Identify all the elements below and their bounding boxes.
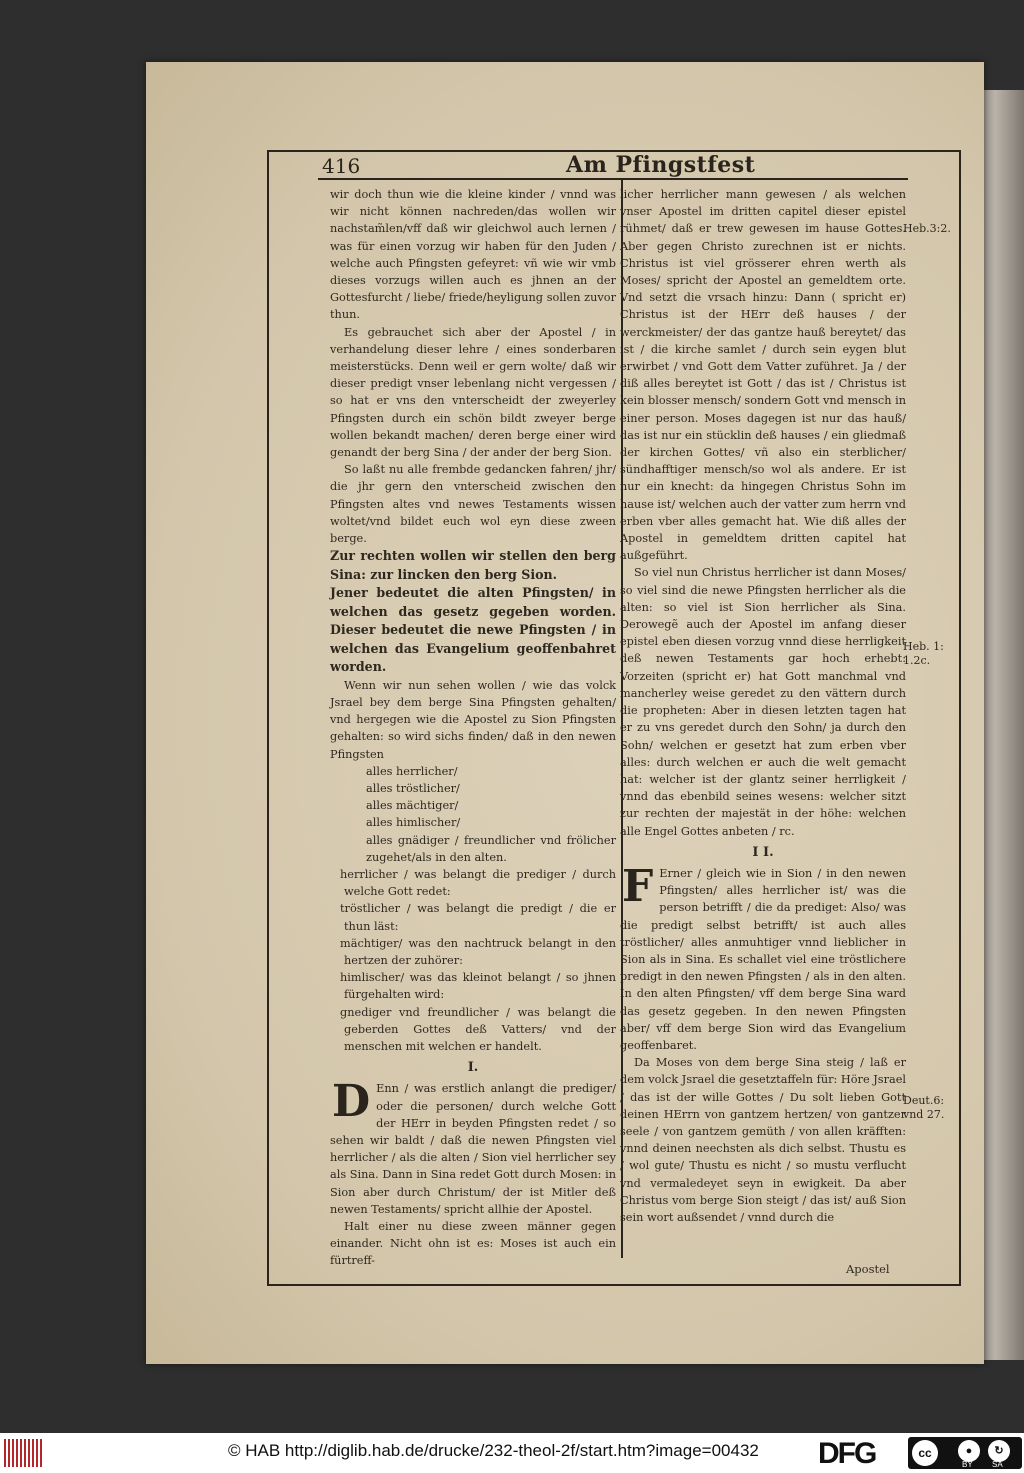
paragraph xyxy=(330,324,616,462)
dfg-logo: DFG xyxy=(818,1437,876,1470)
paragraph-text: wir doch thun wie die kleine kinder / vnnd was wir nicht können nachreden/das wollen wir nachstam̃len/vff daß wir gleichwol auch lernen / was für einen vorzug wir haben für den Juden / welche auch Pfingsten gefeyret: vñ wie wir vmb dieses vorzugs willen auch es jhnen an der Gottesfurcht / liebe/ friede/heyligung sollen zuvor thun. xyxy=(330,188,616,322)
paragraph-text: licher herrlicher mann gewesen / als welchen vnser Apostel im dritten capitel dieser epistel rühmet/ daß er trew gewesen im hause Gottes. Aber gegen Christo zurechnen ist er nichts. Christus ist viel grösserer ehren werth als Moses/ spricht der Apostel an gemeldtem orte. Vnd setzt die vrsach hinzu: Dann ( spricht er) Christus ist der HErr deß hauses / der werckmeister/ der das gantze hauß bereytet/ das ist / die kirche samlet / durch sein eygen blut erwirbet / vnd Gott dem Vatter zuführet. Ja / der diß alles bereytet ist Gott / das ist / Christus ist kein blosser mensch/ sondern Gott vnd mensch in einer person. Moses dagegen ist nur das hauß/ das ist nur ein stücklin deß hauses / ein gliedmaß der kirchen Gottes/ vñ also ein sterblicher/ sündhafftiger mensch/so wol als andere. Er ist nur ein knecht: da hingegen Christus Sohn im hause ist/ welchen auch der vatter zum herrn vnd erben vber alles gemacht hat. Wie diß alles der Apostel in gemeldtem dritten capitel hat außgeführt. xyxy=(620,188,906,563)
drop-cap: D xyxy=(332,1076,371,1128)
paragraph-text: So laßt nu alle frembde gedancken fahren/ jhr/ die jhr gern den vnterscheid zwischen den Pfingsten altes vnd newes Testaments wissen woltet/vnd bildet euch wol eyn diese zween berge. xyxy=(330,463,616,546)
paragraph-text: Halt einer nu diese zween männer gegen einander. Nicht ohn ist es: Moses ist auch ein fürtreff- xyxy=(330,1220,616,1268)
by-label: BY xyxy=(962,1460,973,1469)
paragraph xyxy=(330,969,616,1003)
paragraph xyxy=(330,1076,616,1218)
paragraph xyxy=(330,814,616,831)
paragraph-text: Da Moses von dem berge Sina steig / laß er dem volck Jsrael die gesetztaffeln für: Höre Jsrael / das ist der wille Gottes / Du solt lieben Gott deinen HErrn von gantzem hertzen/ von gantzer seele / von gantzem gemüth / von allen kräfften: vnnd deinen neechsten als dich selbst. Thustu es / wol gute/ Thustu es nicht / so mustu verflucht vnd vermaledeyet seyn in ewigkeit. Da aber Christus vom berge Sion steigt / das ist/ auß Sion sein wort außsendet / vnnd durch die xyxy=(620,1056,906,1224)
cc-license-badge[interactable] xyxy=(908,1437,1022,1469)
left-column xyxy=(330,186,616,1270)
margin-note: Heb.3:2. xyxy=(903,222,951,235)
paragraph-text: Es gebrauchet sich aber der Apostel / in verhandelung dieser lehre / eines sonderbaren meisterstücks. Denn weil er gern wolte/ daß wir dieser predigt vnser lebenlang nicht vergessen / so hat er vns den vnterscheidt der zweyerley Pfingsten durch ein schön bildt zweyer berge wollen bekandt machen/ deren berge einer wird genandt der berg Sina / der ander der berg Sion. xyxy=(330,325,616,460)
paragraph-text: alles gnädiger / freundlicher vnd frölicher zugehet/als in den alten. xyxy=(366,833,616,864)
paragraph xyxy=(620,186,906,564)
cc-icon: cc xyxy=(912,1440,938,1466)
catchword: Apostel xyxy=(846,1262,890,1276)
paragraph xyxy=(330,1218,616,1270)
paragraph xyxy=(330,584,616,677)
paragraph-text: Zur rechten wollen wir stellen den berg Sina: zur lincken den berg Sion. xyxy=(330,548,616,582)
paragraph-text: alles herrlicher/ xyxy=(366,764,458,778)
paragraph-text: Jener bedeutet die alten Pfingsten/ in welchen das gesetz gegeben worden. Dieser bedeutet die newe Pfingsten / in welchen das Evangelium geoffenbahret worden. xyxy=(330,585,616,675)
paragraph-text: herrlicher / was belangt die prediger / durch welche Gott redet: xyxy=(340,868,616,899)
paragraph xyxy=(620,564,906,839)
paragraph xyxy=(330,547,616,584)
hab-logo-icon xyxy=(4,1439,42,1467)
paragraph xyxy=(330,900,616,934)
attribution-link[interactable]: © HAB http://diglib.hab.de/drucke/232-theol-2f/start.htm?image=00432 xyxy=(228,1441,759,1460)
paragraph xyxy=(330,797,616,814)
paragraph-text: I. xyxy=(467,1060,479,1076)
margin-note: Heb. 1: 1.2c. xyxy=(903,640,944,667)
paragraph-text: So viel nun Christus herrlicher ist dann Moses/ so viel sind die newe Pfingsten herrlicher als die alten: so viel ist Sion herrlicher als Sina. Derowegẽ auch der Apostel im anfang dieser epistel eben diesen vorzug vnnd diese herrligkeit deß newen Testaments gar hoch erhebt: Vorzeiten (spricht er) hat Gott manchmal vnd mancherley weise geredet zu den vättern durch die propheten: Aber in diesen letzten tagen hat er zu vns geredet durch den Sohn/ ja durch den Sohn/ welchen er gesetzt hat zum erben vber alles: durch welchen er auch die welt gemacht hat: welcher ist der glantz seiner herrligkeit / vnnd das ebenbild seines wesens: welcher sitzt zur rechten der majestät in der höhe: welchen alle Engel Gottes anbeten / rc. xyxy=(620,566,906,838)
paragraph xyxy=(330,186,616,324)
running-title: Am Pfingstfest xyxy=(566,152,756,178)
paragraph-text: himlischer/ was das kleinot belangt / so jhnen fürgehalten wird: xyxy=(340,971,616,1002)
viewer-footer xyxy=(0,1433,1024,1473)
paragraph xyxy=(330,832,616,866)
paragraph xyxy=(620,860,906,1054)
right-column xyxy=(620,186,906,1226)
paragraph-text: mächtiger/ was den nachtruck belangt in den hertzen der zuhörer: xyxy=(340,936,616,968)
paragraph xyxy=(330,866,616,900)
paragraph xyxy=(330,780,616,797)
paragraph-text: alles tröstlicher/ xyxy=(366,781,460,795)
paragraph-text: Enn / was erstlich anlangt die prediger/ oder die personen/ durch welche Gott der HErr in beyden Pfingsten redet / so sehen wir baldt / daß die newen Pfingsten viel herrlicher / als die alten / Sion viel herrlicher sey als Sina. Dann in Sina redet Gott durch Mosen: in Sion aber durch Christum/ der ist Mitler deß newen Testaments/ spricht allhie der Apostel. xyxy=(330,1082,616,1216)
drop-cap: F xyxy=(622,860,654,912)
page-header xyxy=(318,152,908,180)
paragraph xyxy=(330,935,616,969)
by-icon: ● xyxy=(958,1440,980,1462)
paragraph xyxy=(330,677,616,763)
paragraph xyxy=(330,1004,616,1056)
paragraph-text: gnediger vnd freundlicher / was belangt die geberden Gottes deß Vatters/ vnd der menschen mit welchen er handelt. xyxy=(340,1005,616,1054)
paragraph-text: Wenn wir nun sehen wollen / wie das volck Jsrael bey dem berge Sina Pfingsten gehalten/ vnd hergegen wie die Apostel zu Sion Pfingsten gehalten: so wird sichs finden/ daß in den newen Pfingsten xyxy=(330,678,616,761)
paragraph xyxy=(330,461,616,547)
paragraph xyxy=(620,1054,906,1226)
paragraph-text: alles himlischer/ xyxy=(366,816,461,830)
paragraph-text: Erner / gleich wie in Sion / in den newen Pfingsten/ alles herrlicher ist/ was die person betrifft / die da prediget: Also/ was die predigt selbst betrifft/ ist auch alles tröstlicher/ alles anmuhtiger vnnd lieblicher in Sion als in Sina. Es schallet viel eine tröstlichere predigt in den newen Pfingsten / als in den alten. In den alten Pfingsten/ vff dem berge Sina ward das gesetz gegeben. In den newen Pfingsten aber/ vff dem berge Sion wird das Evangelium geoffenbaret. xyxy=(620,866,906,1052)
page-number: 416 xyxy=(322,154,361,178)
paragraph xyxy=(330,1059,616,1076)
paragraph-text: I I. xyxy=(752,844,774,860)
paragraph xyxy=(330,763,616,780)
sa-icon: ↻ xyxy=(988,1440,1010,1462)
paragraph xyxy=(620,844,906,861)
sa-label: SA xyxy=(992,1460,1003,1469)
paragraph-text: tröstlicher / was belangt die predigt / die er thun läst: xyxy=(340,902,616,933)
margin-note: Deut.6: vnd 27. xyxy=(903,1094,945,1121)
paragraph-text: alles mächtiger/ xyxy=(366,799,459,813)
